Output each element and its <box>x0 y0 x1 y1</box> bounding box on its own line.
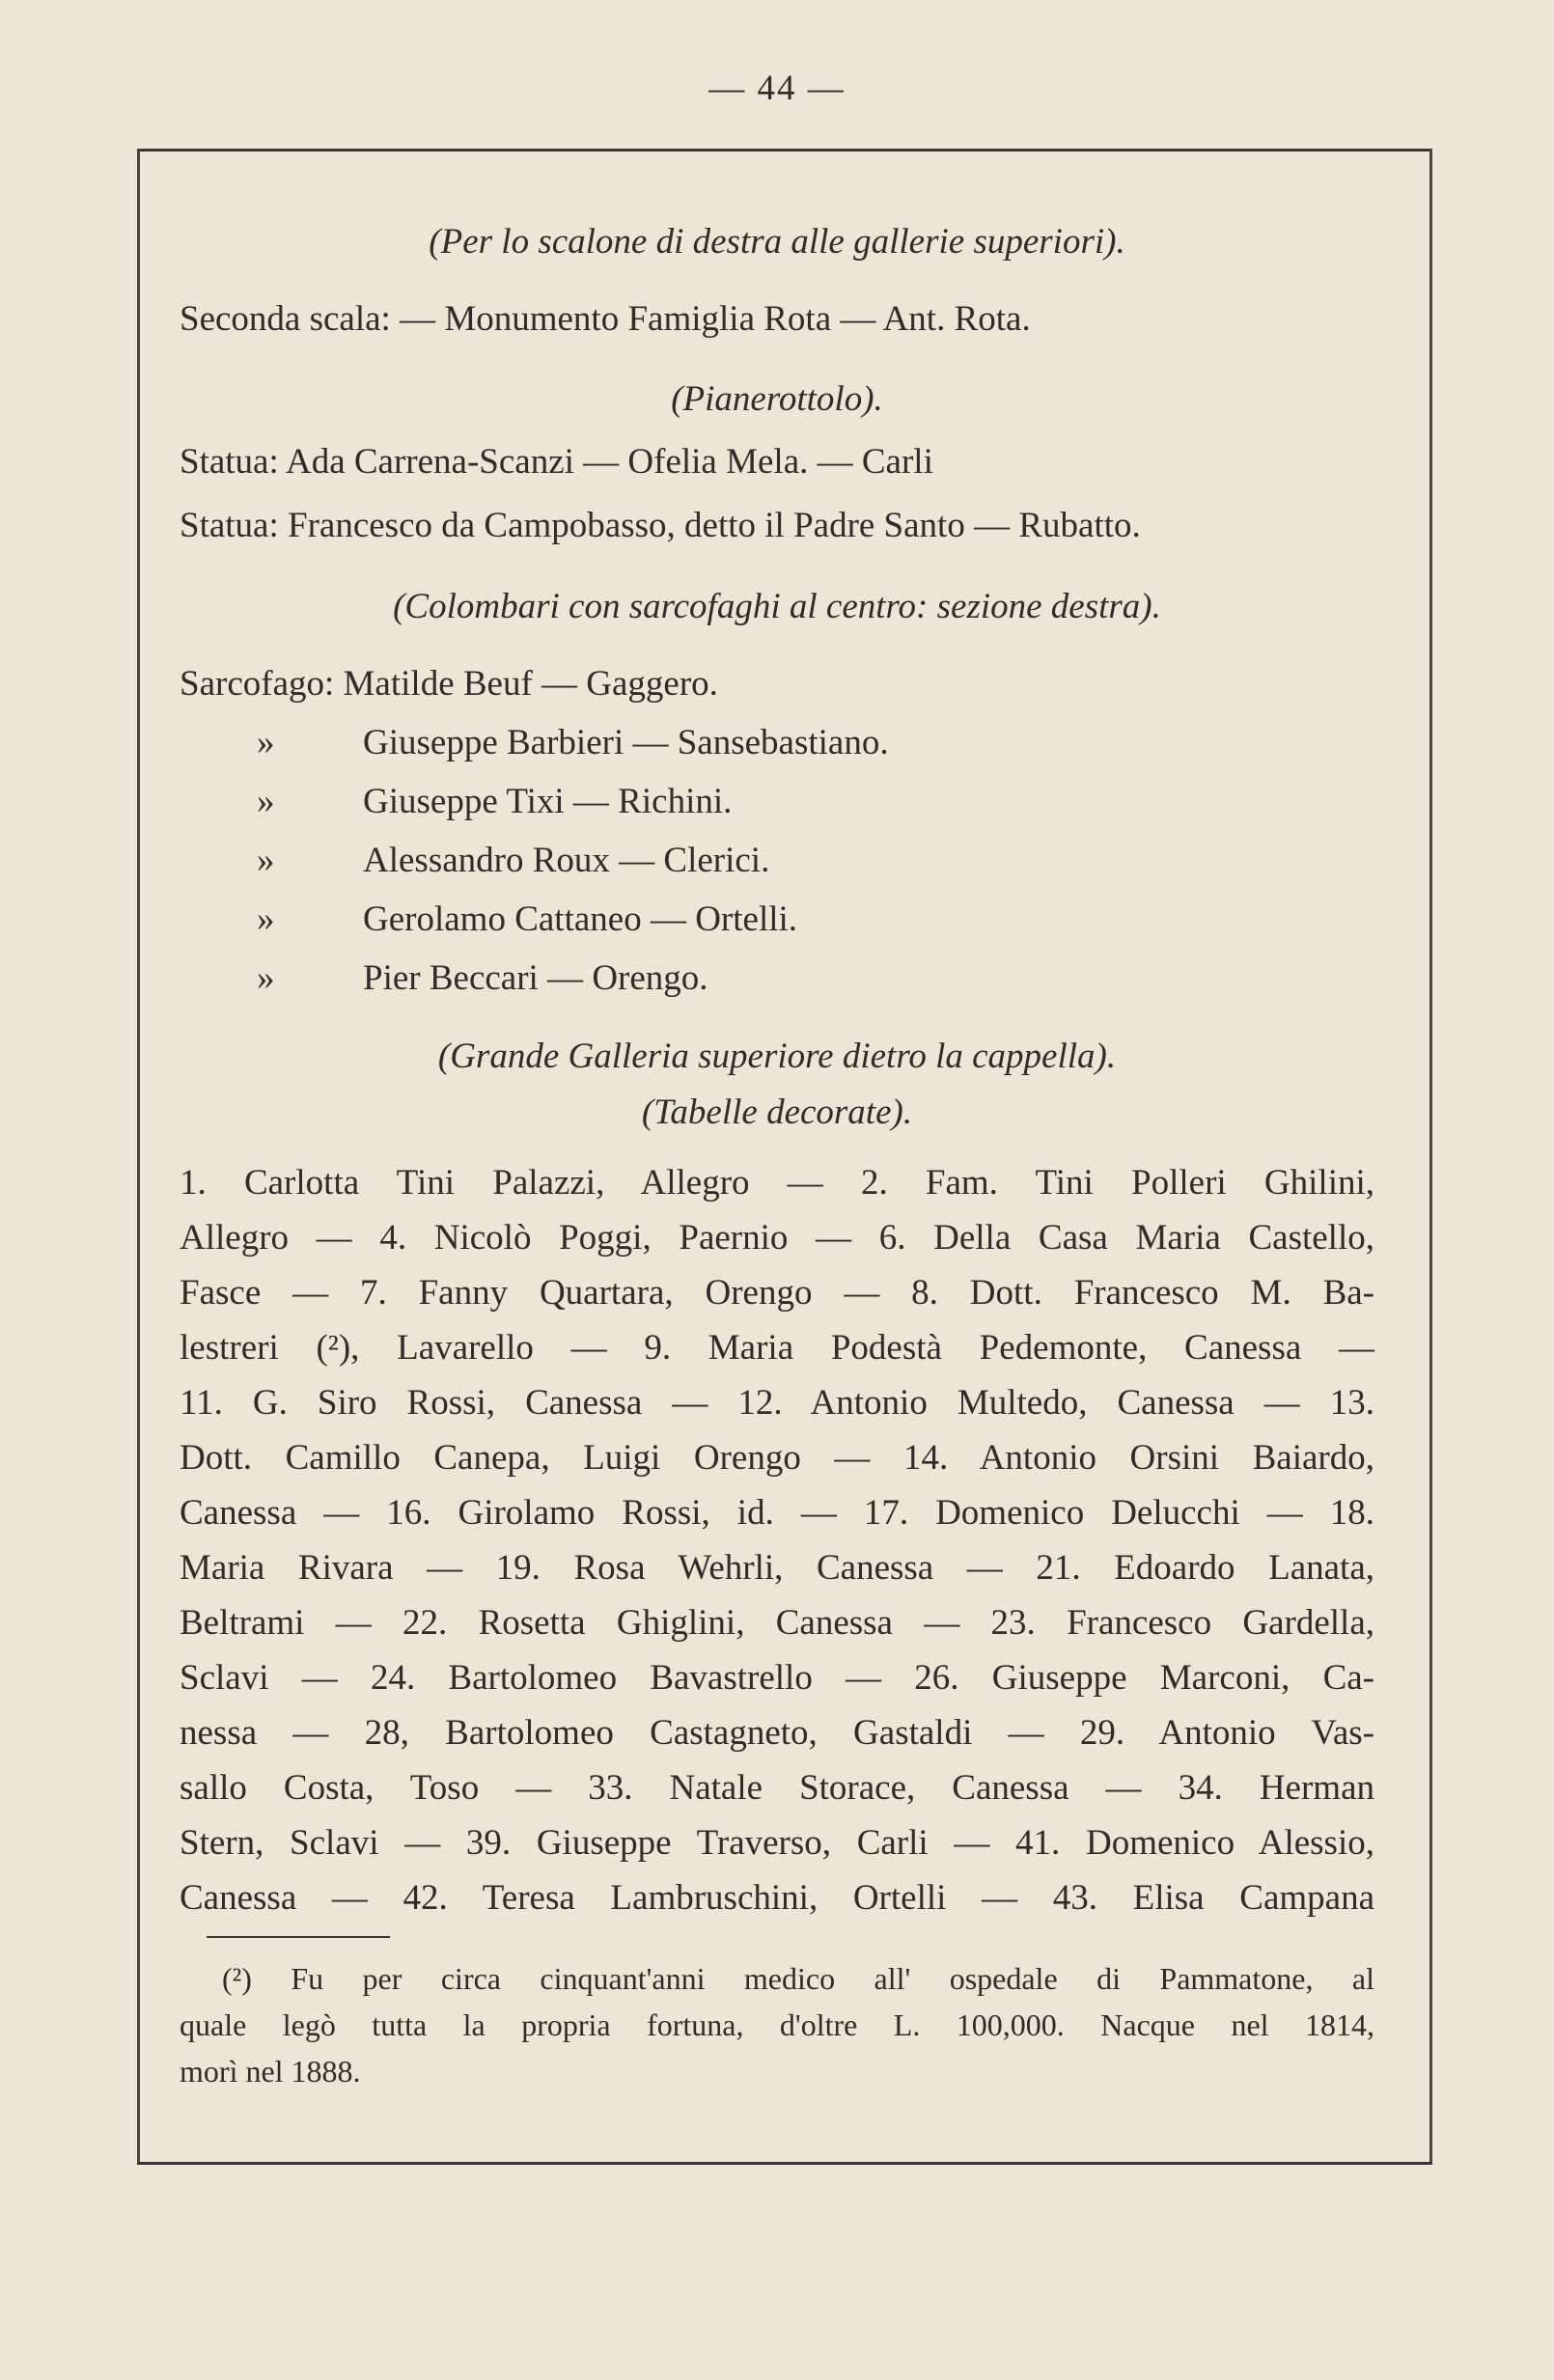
footnote-separator <box>207 1936 390 1938</box>
paragraph-line: lestreri (²), Lavarello — 9. Maria Podestà Pedemonte, Canessa — <box>180 1328 1374 1368</box>
paragraph-line: 11. G. Siro Rossi, Canessa — 12. Antonio Multedo, Canessa — 13. <box>180 1383 1374 1423</box>
ditto-mark: » <box>257 723 275 762</box>
sarcofago-entry: Giuseppe Tixi — Richini. <box>363 782 733 821</box>
section-heading-grande-galleria: (Grande Galleria superiore dietro la cappella). <box>437 1037 1117 1076</box>
sarcofago-row <box>180 892 797 948</box>
sarcofago-entry: Alessandro Roux — Clerici. <box>363 841 770 880</box>
text-line-statua-campobasso: Statua: Francesco da Campobasso, detto il Padre Santo — Rubatto. <box>180 506 1141 545</box>
frame-right-rule <box>1429 149 1432 2162</box>
frame-bottom-rule <box>137 2162 1432 2165</box>
paragraph-line: Sclavi — 24. Bartolomeo Bavastrello — 26. Giuseppe Marconi, Ca- <box>180 1658 1374 1698</box>
section-heading-tabelle: (Tabelle decorate). <box>641 1093 913 1132</box>
paragraph-line: Dott. Camillo Canepa, Luigi Orengo — 14. Antonio Orsini Baiardo, <box>180 1438 1374 1478</box>
sarcofago-row <box>180 833 769 889</box>
section-heading-pianerottolo: (Pianerottolo). <box>671 379 883 419</box>
sarcofago-row <box>180 656 718 712</box>
paragraph-line: Fasce — 7. Fanny Quartara, Orengo — 8. Dott. Francesco M. Ba- <box>180 1273 1374 1313</box>
paragraph-line: Stern, Sclavi — 39. Giuseppe Traverso, Carli — 41. Domenico Alessio, <box>180 1823 1374 1863</box>
ditto-mark: » <box>257 841 275 880</box>
paragraph-line: sallo Costa, Toso — 33. Natale Storace, Canessa — 34. Herman <box>180 1768 1374 1808</box>
frame-top-rule <box>137 149 1432 152</box>
sarcofago-row <box>180 715 889 771</box>
paragraph-line: nessa — 28, Bartolomeo Castagneto, Gastaldi — 29. Antonio Vas- <box>180 1713 1374 1753</box>
sarcofago-label: Sarcofago: <box>180 664 335 704</box>
text-line-seconda-scala: Seconda scala: — Monumento Famiglia Rota — Ant. Rota. <box>180 299 1031 339</box>
paragraph-line: Canessa — 42. Teresa Lambruschini, Ortelli — 43. Elisa Campana <box>180 1878 1374 1918</box>
sarcofago-row <box>180 951 708 1007</box>
page-number: — 44 — <box>708 69 846 108</box>
section-heading-colombari: (Colombari con sarcofaghi al centro: sezione destra). <box>393 587 1161 626</box>
ditto-mark: » <box>257 958 275 998</box>
footnote-line: quale legò tutta la propria fortuna, d'oltre L. 100,000. Nacque nel 1814, <box>180 2007 1374 2042</box>
sarcofago-row <box>180 774 732 830</box>
section-heading-scalone: (Per lo scalone di destra alle gallerie superiori). <box>429 222 1125 262</box>
sarcofago-entry: Gerolamo Cattaneo — Ortelli. <box>363 899 798 939</box>
sarcofago-entry: Pier Beccari — Orengo. <box>363 958 708 998</box>
footnote-line: morì nel 1888. <box>180 2054 361 2089</box>
paragraph-line: Maria Rivara — 19. Rosa Wehrli, Canessa — 21. Edoardo Lanata, <box>180 1548 1374 1588</box>
frame-left-rule <box>137 149 140 2162</box>
paragraph-line: 1. Carlotta Tini Palazzi, Allegro — 2. Fam. Tini Polleri Ghilini, <box>180 1163 1374 1203</box>
paragraph-line: Canessa — 16. Girolamo Rossi, id. — 17. Domenico Delucchi — 18. <box>180 1493 1374 1533</box>
sarcofago-entry: Matilde Beuf — Gaggero. <box>343 664 718 704</box>
sarcofago-entry: Giuseppe Barbieri — Sansebastiano. <box>363 723 889 762</box>
footnote-line: (²) Fu per circa cinquant'anni medico all' ospedale di Pammatone, al <box>222 1961 1374 1996</box>
paragraph-line: Allegro — 4. Nicolò Poggi, Paernio — 6. Della Casa Maria Castello, <box>180 1218 1374 1258</box>
paragraph-line: Beltrami — 22. Rosetta Ghiglini, Canessa — 23. Francesco Gardella, <box>180 1603 1374 1643</box>
ditto-mark: » <box>257 899 275 939</box>
text-line-statua-carrena: Statua: Ada Carrena-Scanzi — Ofelia Mela. — Carli <box>180 442 933 482</box>
ditto-mark: » <box>257 782 275 821</box>
